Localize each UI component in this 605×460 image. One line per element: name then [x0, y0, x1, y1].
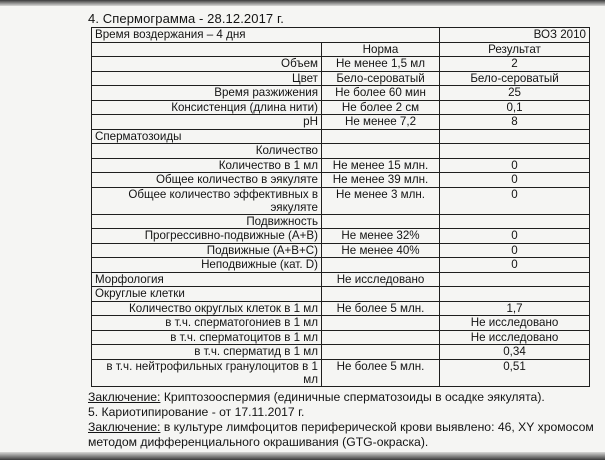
param-label: в т.ч. сперматид в 1 мл: [92, 345, 322, 360]
result-value: 1,7: [440, 301, 590, 316]
header-norm: Норма: [322, 42, 440, 57]
table-row: [92, 28, 590, 43]
table-row: [92, 115, 590, 130]
scan-edge-bottom: [0, 452, 605, 460]
table-row: [92, 243, 590, 258]
result-value: Не исследовано: [440, 330, 590, 345]
result-value: 25: [440, 86, 590, 101]
standard-label: ВОЗ 2010: [440, 28, 590, 43]
param-label: Количество в 1 мл: [92, 158, 322, 173]
norm-value: Не исследовано: [322, 272, 440, 287]
norm-value: Не более 5 млн.: [322, 359, 440, 386]
table-row: [92, 173, 590, 188]
param-label: Неподвижные (кат. D): [92, 258, 322, 273]
result-value: 0: [440, 158, 590, 173]
norm-value: [322, 330, 440, 345]
section-heading-spermogram: 4. Спермограмма - 28.12.2017 г.: [88, 11, 284, 26]
table-row: [92, 187, 590, 214]
empty-cell: [322, 214, 440, 229]
table-row: [92, 359, 590, 386]
param-label: Общее количество в эякуляте: [92, 173, 322, 188]
norm-value: Бело-сероватый: [322, 71, 440, 86]
conclusion-karyotype: [88, 420, 598, 450]
table-row: [92, 330, 590, 345]
section-label-round-cells: Округлые клетки: [92, 287, 322, 302]
norm-value: [322, 345, 440, 360]
conclusion-text: Криптозооспермия (единичные сперматозоиды в осадке эякулята).: [160, 390, 545, 404]
section-heading-karyotype: 5. Кариотипирование - от 17.11.2017 г.: [88, 405, 305, 419]
norm-value: Не более 2 см: [322, 100, 440, 115]
table-row: [92, 71, 590, 86]
table-header-row: [92, 42, 590, 57]
param-label: Общее количество эффективных в эякуляте: [92, 187, 322, 214]
header-result: Результат: [440, 42, 590, 57]
result-value: 0: [440, 258, 590, 273]
section-label-sperm: Сперматозоиды: [92, 129, 322, 144]
norm-value: Не менее 39 млн.: [322, 173, 440, 188]
empty-cell: [322, 129, 440, 144]
table-row: [92, 100, 590, 115]
param-label: в т.ч. нейтрофильных гранулоцитов в 1 мл: [92, 359, 322, 386]
param-label: pH: [92, 115, 322, 130]
table-row: [92, 301, 590, 316]
norm-value: Не менее 32%: [322, 229, 440, 244]
result-value: 8: [440, 115, 590, 130]
result-value: 0: [440, 229, 590, 244]
norm-value: Не менее 40%: [322, 243, 440, 258]
conclusion-spermogram: [88, 390, 598, 405]
result-value: 0: [440, 187, 590, 214]
table-row: [92, 345, 590, 360]
conclusion-label: Заключение:: [88, 420, 161, 434]
param-label: в т.ч. сперматогониев в 1 мл: [92, 316, 322, 331]
param-label: Время разжижения: [92, 86, 322, 101]
subsection-label-count: Количество: [92, 144, 322, 159]
subsection-label-motility: Подвижность: [92, 214, 322, 229]
empty-cell: [440, 287, 590, 302]
table-row: [92, 144, 590, 159]
table-row: [92, 229, 590, 244]
result-value: 0,1: [440, 100, 590, 115]
result-value: [440, 272, 590, 287]
norm-value: Не менее 1,5 мл: [322, 57, 440, 72]
norm-value: [322, 316, 440, 331]
scan-edge-top: [0, 0, 605, 6]
norm-value: [322, 258, 440, 273]
header-param-cell: [92, 42, 322, 57]
conclusion-label: Заключение:: [88, 390, 161, 404]
empty-cell: [440, 129, 590, 144]
result-value: 0,34: [440, 345, 590, 360]
spermogram-table: [91, 27, 590, 387]
result-value: 0: [440, 173, 590, 188]
result-value: Не исследовано: [440, 316, 590, 331]
norm-value: Не более 5 млн.: [322, 301, 440, 316]
table-row: [92, 258, 590, 273]
table-row: [92, 57, 590, 72]
result-value: 0: [440, 243, 590, 258]
table-row: [92, 316, 590, 331]
param-label: Консистенция (длина нити): [92, 100, 322, 115]
table-row: [92, 86, 590, 101]
table-row: [92, 272, 590, 287]
result-value: Бело-сероватый: [440, 71, 590, 86]
table-row: [92, 158, 590, 173]
empty-cell: [322, 287, 440, 302]
norm-value: Не более 60 мин: [322, 86, 440, 101]
param-label: Подвижные (A+B+C): [92, 243, 322, 258]
conclusion-text: в культуре лимфоцитов периферической крови выявлено: 46, XY хромосом методом дифференциального окрашивания (GTG-окраска).: [88, 420, 594, 449]
morphology-label: Морфология: [92, 272, 322, 287]
abstinence-period: Время воздержания – 4 дня: [92, 28, 440, 43]
param-label: Прогрессивно-подвижные (A+B): [92, 229, 322, 244]
norm-value: Не менее 15 млн.: [322, 158, 440, 173]
param-label: Объем: [92, 57, 322, 72]
empty-cell: [440, 144, 590, 159]
norm-value: Не менее 3 млн.: [322, 187, 440, 214]
param-label: Количество округлых клеток в 1 мл: [92, 301, 322, 316]
result-value: 2: [440, 57, 590, 72]
param-label: Цвет: [92, 71, 322, 86]
empty-cell: [440, 214, 590, 229]
table-row: [92, 129, 590, 144]
table-row: [92, 214, 590, 229]
result-value: 0,51: [440, 359, 590, 386]
empty-cell: [322, 144, 440, 159]
table-row: [92, 287, 590, 302]
norm-value: Не менее 7,2: [322, 115, 440, 130]
param-label: в т.ч. сперматоцитов в 1 мл: [92, 330, 322, 345]
